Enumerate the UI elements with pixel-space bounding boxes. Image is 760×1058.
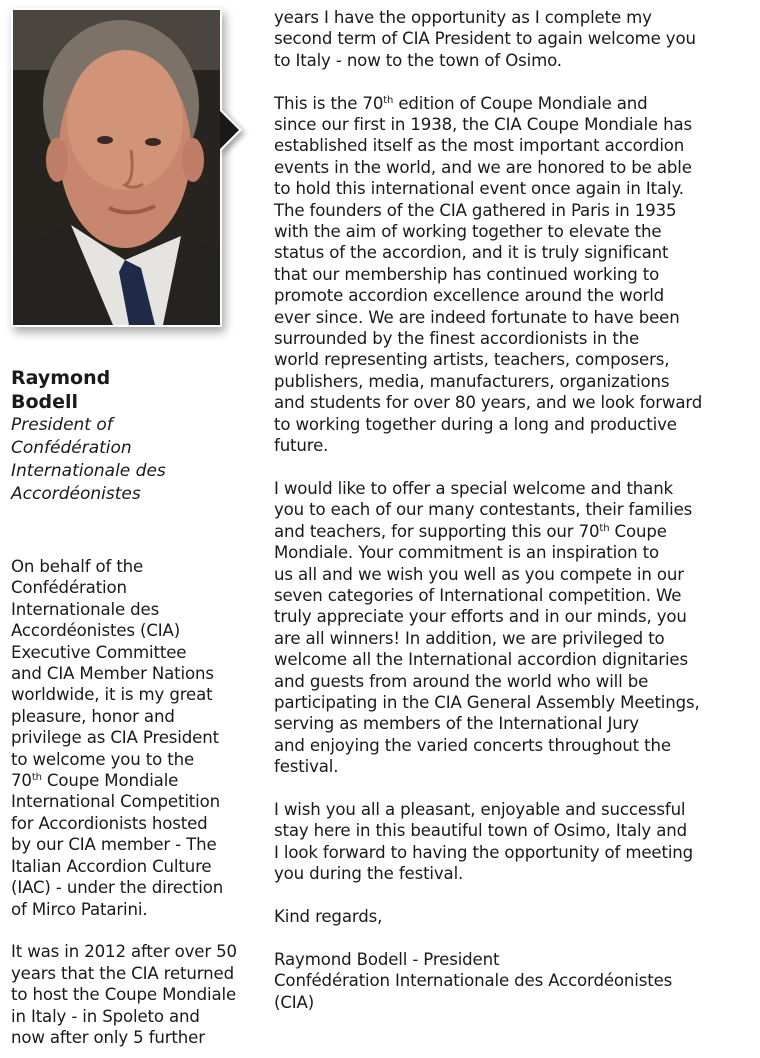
intro-line: Confédération bbox=[11, 578, 127, 598]
edition-line: promote accordion excellence around the world bbox=[274, 286, 665, 306]
history-line: now after only 5 further bbox=[11, 1027, 205, 1047]
intro-line: privilege as CIA President bbox=[11, 728, 219, 748]
edition-line: world representing artists, teachers, composers, bbox=[274, 350, 670, 370]
signature-block bbox=[274, 949, 754, 1013]
signature-line: (CIA) bbox=[274, 992, 315, 1012]
welcome-paragraph bbox=[274, 478, 754, 521]
edition-line: events in the world, and we are honored to be able bbox=[274, 157, 692, 177]
intro-line: Accordéonistes (CIA) bbox=[11, 621, 181, 641]
intro-line-text: Coupe Mondiale bbox=[41, 771, 179, 791]
profile-role-line: Accordéonistes bbox=[11, 484, 141, 504]
welcome-line: us all and we wish you well as you compete in our bbox=[274, 564, 684, 584]
sign-off: Kind regards, bbox=[274, 907, 383, 926]
history-line: It was in 2012 after over 50 bbox=[11, 942, 237, 962]
intro-line: of Mirco Patarini. bbox=[11, 899, 148, 919]
edition-line: future. bbox=[274, 436, 329, 456]
intro-line: International Competition bbox=[11, 792, 220, 812]
intro-line: worldwide, it is my great bbox=[11, 685, 213, 705]
edition-line: with the aim of working together to elevate the bbox=[274, 222, 662, 242]
intro-line: (IAC) - under the direction bbox=[11, 878, 224, 898]
signature-line: Raymond Bodell - President bbox=[274, 949, 500, 969]
welcome-line: you to each of our many contestants, their families bbox=[274, 500, 693, 520]
edition-line: surrounded by the finest accordionists in the bbox=[274, 329, 640, 349]
edition-line: status of the accordion, and it is truly significant bbox=[274, 243, 669, 263]
edition-paragraph bbox=[274, 114, 754, 457]
edition-line: The founders of the CIA gathered in Paris in 1935 bbox=[274, 200, 677, 220]
welcome-line: serving as members of the International Jury bbox=[274, 714, 639, 734]
history-paragraph-cont bbox=[274, 7, 754, 71]
closing-line: I look forward to having the opportunity of meeting bbox=[274, 842, 694, 862]
welcome-line-text: Coupe bbox=[609, 521, 667, 541]
welcome-line: Mondiale. Your commitment is an inspiration to bbox=[274, 543, 659, 563]
edition-line: and students for over 80 years, and we look forward bbox=[274, 393, 703, 413]
welcome-line: and guests from around the world who will be bbox=[274, 671, 649, 691]
edition-line: ever since. We are indeed fortunate to have been bbox=[274, 307, 680, 327]
history-line: to Italy - now to the town of Osimo. bbox=[274, 50, 562, 70]
welcome-paragraph-cont bbox=[274, 542, 754, 777]
profile-role-line: Confédération bbox=[11, 438, 132, 458]
history-line: to host the Coupe Mondiale bbox=[11, 985, 237, 1005]
ordinal-suffix: th bbox=[383, 94, 394, 106]
profile-name-first: Raymond bbox=[11, 367, 111, 389]
welcome-line bbox=[274, 521, 754, 542]
intro-line: Italian Accordion Culture bbox=[11, 856, 212, 876]
ordinal-suffix: th bbox=[31, 772, 42, 784]
portrait-frame bbox=[11, 8, 222, 327]
intro-line: and CIA Member Nations bbox=[11, 664, 214, 684]
edition-line: to working together during a long and productive bbox=[274, 414, 677, 434]
history-paragraph bbox=[11, 941, 261, 1048]
edition-line: since our first in 1938, the CIA Coupe Mondiale has bbox=[274, 115, 692, 135]
history-line: in Italy - in Spoleto and bbox=[11, 1006, 200, 1026]
edition-number: 70 bbox=[11, 771, 32, 791]
edition-line bbox=[274, 93, 754, 114]
welcome-line: participating in the CIA General Assembly Meetings, bbox=[274, 692, 700, 712]
intro-line: to welcome you to the bbox=[11, 749, 195, 769]
welcome-line: welcome all the International accordion dignitaries bbox=[274, 650, 688, 670]
welcome-line: are all winners! In addition, we are privileged to bbox=[274, 628, 665, 648]
edition-line: publishers, media, manufacturers, organizations bbox=[274, 371, 670, 391]
intro-line: Internationale des bbox=[11, 599, 160, 619]
intro-line: Executive Committee bbox=[11, 642, 187, 662]
callout-arrow-fill bbox=[220, 111, 239, 149]
ordinal-suffix: th bbox=[599, 522, 610, 534]
welcome-line: festival. bbox=[274, 757, 339, 777]
profile-role-line: President of bbox=[11, 415, 113, 435]
intro-paragraph bbox=[11, 556, 261, 770]
intro-line: On behalf of the bbox=[11, 557, 144, 576]
edition-line-text: This is the 70 bbox=[274, 93, 384, 113]
closing-line: stay here in this beautiful town of Osimo, Italy and bbox=[274, 821, 687, 841]
intro-paragraph-cont bbox=[11, 791, 261, 919]
intro-line: pleasure, honor and bbox=[11, 706, 175, 726]
intro-line: for Accordionists hosted bbox=[11, 813, 208, 833]
edition-line: that our membership has continued working to bbox=[274, 264, 660, 284]
edition-line-text: edition of Coupe Mondiale and bbox=[393, 93, 648, 113]
history-line: years that the CIA returned bbox=[11, 963, 234, 983]
intro-line: by our CIA member - The bbox=[11, 835, 217, 855]
welcome-line: truly appreciate your efforts and in our minds, you bbox=[274, 607, 687, 627]
profile-role-line: Internationale des bbox=[11, 461, 166, 481]
portrait-photo bbox=[13, 10, 220, 325]
profile-block bbox=[11, 366, 256, 506]
signature-line: Confédération Internationale des Accordéonistes bbox=[274, 971, 673, 991]
intro-line bbox=[11, 770, 261, 791]
welcome-line-text: and teachers, for supporting this our 70 bbox=[274, 521, 600, 541]
closing-line: you during the festival. bbox=[274, 864, 464, 884]
welcome-line: I would like to offer a special welcome and thank bbox=[274, 478, 674, 498]
welcome-line: seven categories of International competition. We bbox=[274, 585, 682, 605]
letter-right-column bbox=[274, 7, 754, 1013]
welcome-line: and enjoying the varied concerts throughout the bbox=[274, 735, 671, 755]
letter-left-column bbox=[11, 556, 261, 1048]
edition-line: established itself as the most important accordion bbox=[274, 136, 685, 156]
history-line: years I have the opportunity as I complete my bbox=[274, 8, 652, 27]
profile-name-last: Bodell bbox=[11, 391, 79, 413]
portrait-illustration bbox=[13, 10, 220, 325]
closing-line: I wish you all a pleasant, enjoyable and successful bbox=[274, 799, 686, 819]
edition-line: to hold this international event once again in Italy. bbox=[274, 179, 684, 199]
closing-paragraph bbox=[274, 799, 754, 885]
history-line: second term of CIA President to again welcome you bbox=[274, 29, 696, 49]
